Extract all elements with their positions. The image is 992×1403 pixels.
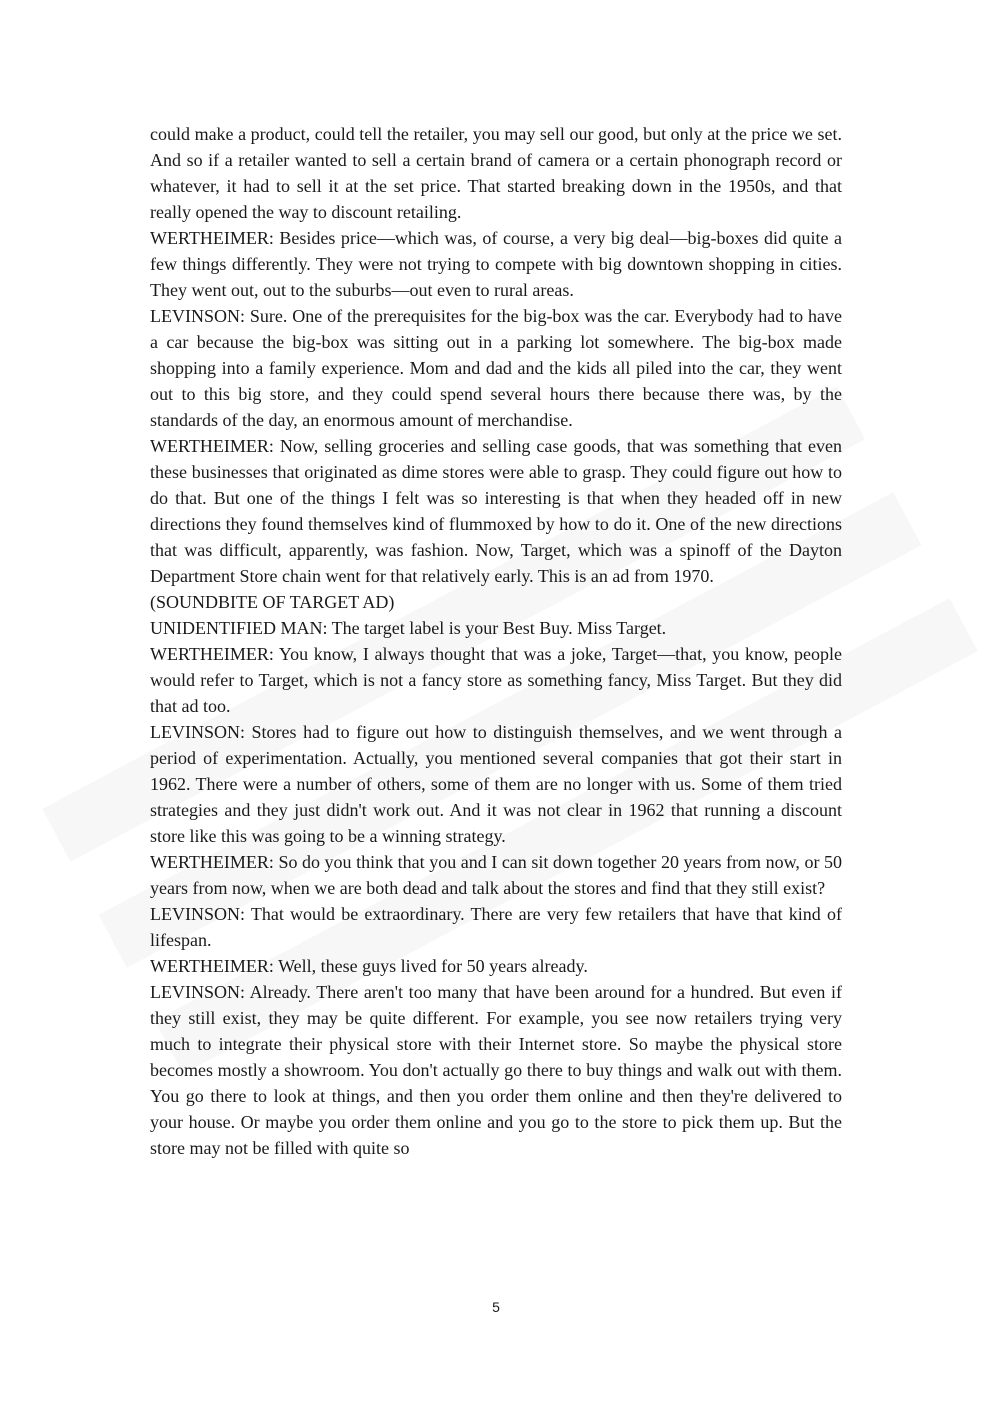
paragraph: WERTHEIMER: Well, these guys lived for 50 years already. xyxy=(150,956,588,976)
page-number: 5 xyxy=(492,1299,500,1315)
paragraph: WERTHEIMER: You know, I always thought that was a joke, Target—that, you know, people would refer to Target, which is not a fancy store as something fancy, Miss Target. But they did that ad too. xyxy=(150,644,842,716)
paragraph: (SOUNDBITE OF TARGET AD) xyxy=(150,592,395,612)
paragraph: LEVINSON: Already. There aren't too many that have been around for a hundred. But even if they still exist, they may be quite different. For example, you see now retailers trying very much to integrate their physical store with their Internet store. So maybe the physical store becomes mostly a showroom. You don't actually go there to buy things and walk out with them. You go there to look at things, and then you order them online and then they're delivered to your house. Or maybe you order them online and you go to the store to pick them up. But the store may not be filled with quite so xyxy=(150,982,842,1158)
paragraph: WERTHEIMER: So do you think that you and I can sit down together 20 years from now, or 50 years from now, when we are both dead and talk about the stores and find that they still exist? xyxy=(150,852,842,898)
paragraph: WERTHEIMER: Now, selling groceries and selling case goods, that was something that even these businesses that originated as dime stores were able to grasp. They could figure out how to do that. But one of the things I felt was so interesting is that when they headed off in new directions they found themselves kind of flummoxed by how to do it. One of the new directions that was difficult, apparently, was fashion. Now, Target, which was a spinoff of the Dayton Department Store chain went for that relatively early. This is an ad from 1970. xyxy=(150,436,842,586)
paragraph: LEVINSON: Sure. One of the prerequisites for the big-box was the car. Everybody had to have a car because the big-box was sitting out in a parking lot somewhere. The big-box made shopping into a family experience. Mom and dad and the kids all piled into the car, they went out to this big store, and they could spend several hours there because there was, by the standards of the day, an enormous amount of merchandise. xyxy=(150,306,842,430)
body-text xyxy=(150,121,842,1161)
paragraph: LEVINSON: Stores had to figure out how to distinguish themselves, and we went through a period of experimentation. Actually, you mentioned several companies that got their start in 1962. There were a number of others, some of them are no longer with us. Some of them tried strategies and they just didn't work out. And it was not clear in 1962 that running a discount store like this was going to be a winning strategy. xyxy=(150,722,842,846)
paragraph: WERTHEIMER: Besides price—which was, of course, a very big deal—big-boxes did quite a few things differently. They were not trying to compete with big downtown shopping in cities. They went out, out to the suburbs—out even to rural areas. xyxy=(150,228,842,300)
paragraph: could make a product, could tell the retailer, you may sell our good, but only at the price we set. And so if a retailer wanted to sell a certain brand of camera or a certain phonograph record or whatever, it had to sell it at the set price. That started breaking down in the 1950s, and that really opened the way to discount retailing. xyxy=(150,124,842,222)
paragraph: UNIDENTIFIED MAN: The target label is your Best Buy. Miss Target. xyxy=(150,618,667,638)
paragraph: LEVINSON: That would be extraordinary. There are very few retailers that have that kind of lifespan. xyxy=(150,904,842,950)
